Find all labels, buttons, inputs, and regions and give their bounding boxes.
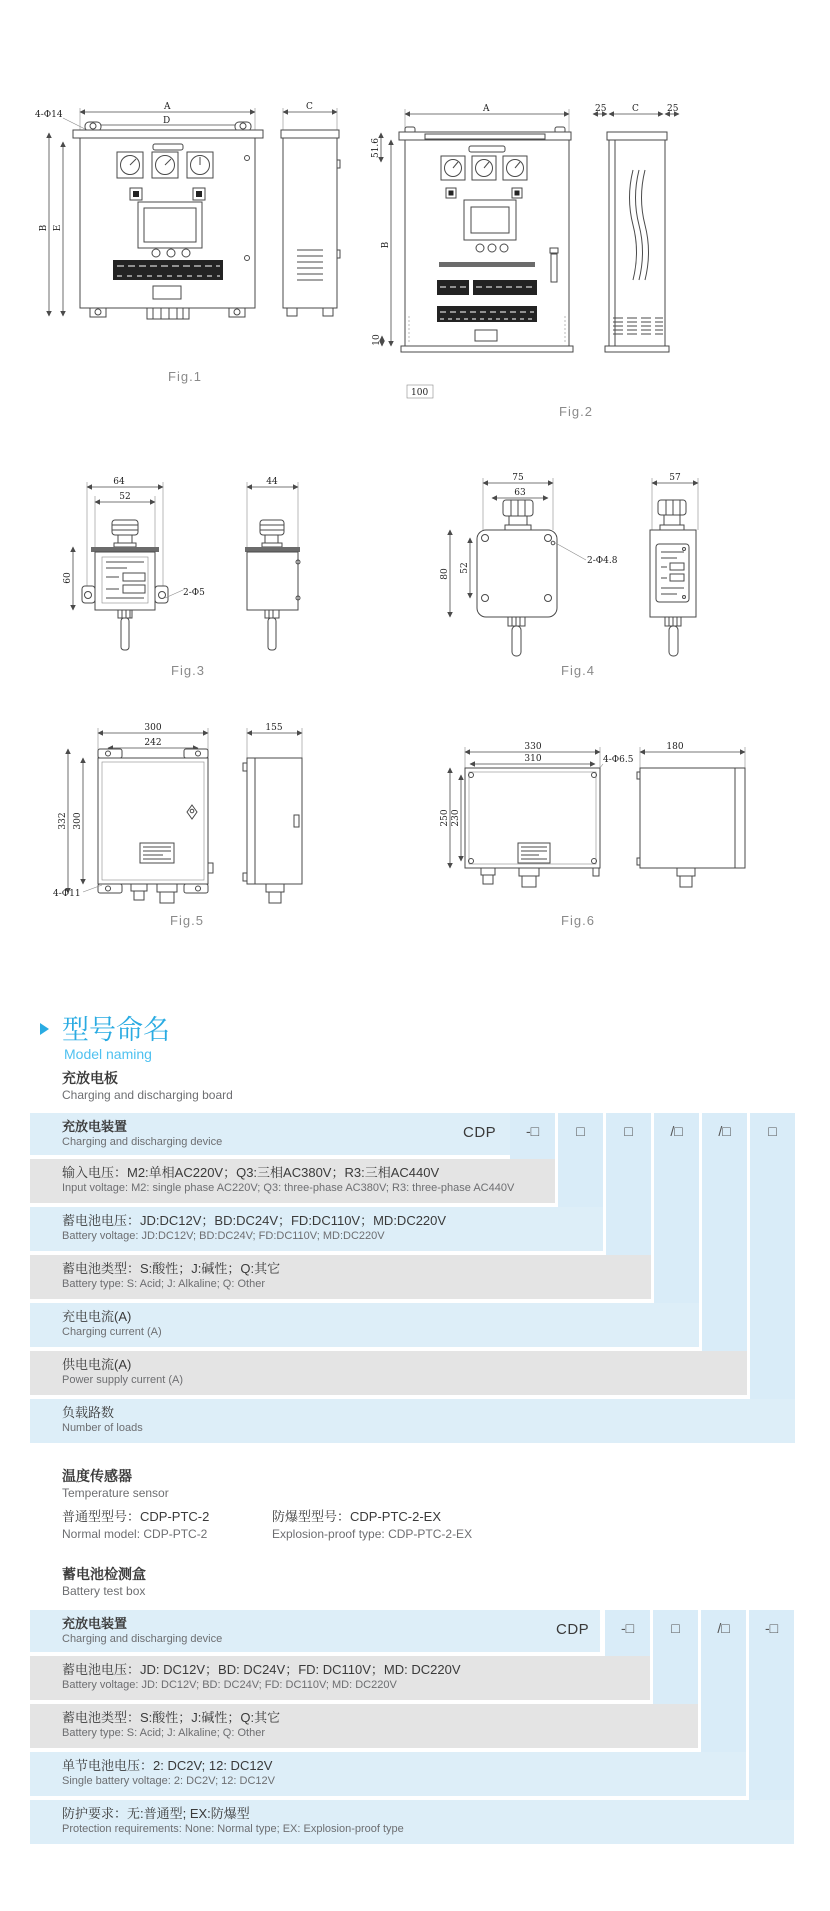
fig1-dim-b: B [39,224,49,232]
fig2-dim-25r: 25 [667,104,679,114]
code-box: -□ [525,1123,540,1139]
fig2-drawing [365,100,685,400]
code-box: /□ [717,1620,730,1636]
header-label-en: Charging and discharging device [62,1633,223,1645]
fig4-side-view [650,473,698,656]
row-label-zh: 充电电流(A) [62,1309,132,1324]
temp-sensor-explosion-zh: 防爆型型号：CDP-PTC-2-EX [272,1509,442,1524]
table-row [30,1399,795,1443]
model-naming-table-1 [30,1113,795,1443]
model-code-prefix: CDP [463,1124,497,1141]
row-label-zh: 供电电流(A) [62,1357,132,1372]
row-label-en: Power supply current (A) [62,1374,184,1386]
code-box: -□ [764,1620,779,1636]
fig1-side-view [281,102,340,316]
code-column-strip [749,1610,794,1800]
row-label-zh: 蓄电池类型：S:酸性；J:碱性；Q:其它 [62,1710,281,1725]
fig4-dim-63: 63 [514,488,526,498]
row-label-zh: 负载路数 [62,1405,115,1420]
board-title-zh: 充放电板 [62,1070,118,1086]
board-title-en: Charging and discharging board [62,1088,233,1102]
fig4-front-view [440,473,618,656]
code-box: /□ [670,1123,683,1139]
row-label-zh: 蓄电池电压：JD: DC12V；BD: DC24V；FD: DC110V；MD: DC220V [62,1662,461,1677]
row-label-zh: 防护要求：无:普通型; EX:防爆型 [62,1806,250,1821]
header-label-zh: 充放电装置 [62,1616,128,1631]
code-box: -□ [620,1620,635,1636]
code-column-strip [750,1113,795,1399]
fig1-dim-a: A [164,102,171,112]
fig3-dim-holes: 2-Φ5 [183,588,205,598]
row-label-en: Number of loads [62,1422,143,1434]
temp-sensor-explosion-en: Explosion-proof type: CDP-PTC-2-EX [272,1527,473,1541]
table-row [30,1752,746,1796]
fig6-dim-330: 330 [524,742,542,752]
row-label-en: Input voltage: M2: single phase AC220V; Q3: three-phase AC380V; R3: three-phase AC440V [62,1182,515,1194]
model-code-prefix: CDP [556,1621,590,1638]
fig4-dim-57: 57 [669,473,681,483]
fig4-caption: Fig.4 [561,663,595,678]
fig4-dim-52: 52 [460,562,470,574]
fig2-dim-25l: 25 [595,104,607,114]
fig6-dim-250: 250 [440,809,450,827]
fig3-caption: Fig.3 [171,663,205,678]
table-row [30,1207,603,1251]
temp-sensor-normal-en: Normal model: CDP-PTC-2 [62,1527,208,1541]
fig3-drawing [55,440,315,655]
header-label-zh: 充放电装置 [62,1119,128,1134]
code-column-strip [702,1113,747,1351]
row-label-zh: 蓄电池电压：JD:DC12V；BD:DC24V；FD:DC110V；MD:DC220V [62,1213,447,1228]
section-marker-triangle [40,1023,49,1035]
fig1-dim-c: C [306,102,313,112]
section-title-en: Model naming [64,1046,152,1062]
fig4-dim-holes: 2-Φ4.8 [587,556,618,566]
fig4-dim-75: 75 [512,473,524,483]
row-label-en: Charging current (A) [62,1326,162,1338]
fig6-dim-holes: 4-Φ6.5 [603,755,634,765]
fig6-front-view [440,742,634,887]
fig2-dim-100: 100 [411,388,429,398]
fig1-front-view [35,102,263,319]
row-label-en: Protection requirements: None: Normal type; EX: Explosion-proof type [62,1823,404,1835]
fig1-drawing [35,100,345,368]
fig5-dim-155: 155 [265,723,283,733]
fig5-front-view [53,723,213,903]
table-row [30,1303,699,1347]
row-label-en: Battery voltage: JD: DC12V; BD: DC24V; FD: DC110V; MD: DC220V [62,1679,397,1691]
fig5-side-view [243,723,302,903]
row-label-en: Battery type: S: Acid; J: Alkaline; Q: Other [62,1278,265,1290]
fig5-dim-holes: 4-Φ11 [53,889,81,899]
temp-sensor-title-zh: 温度传感器 [62,1468,132,1484]
header-label-en: Charging and discharging device [62,1136,223,1148]
temp-sensor-title-en: Temperature sensor [62,1486,169,1500]
fig4-dim-80: 80 [440,568,450,580]
row-label-en: Battery voltage: JD:DC12V; BD:DC24V; FD:DC110V; MD:DC220V [62,1230,385,1242]
battery-box-title-en: Battery test box [62,1584,146,1598]
code-box: □ [624,1123,633,1139]
fig2-dim-b: B [381,241,391,249]
table-row [30,1159,555,1203]
fig6-dim-310: 310 [524,754,542,764]
table-row [30,1800,794,1844]
fig4-drawing [390,470,720,670]
model-naming-table-2 [30,1610,795,1844]
fig3-dim-52: 52 [119,492,131,502]
fig5-dim-242: 242 [144,738,162,748]
table-header-row [30,1113,510,1155]
row-label-en: Battery type: S: Acid; J: Alkaline; Q: Other [62,1727,265,1739]
code-box: □ [671,1620,680,1636]
table-header-row [30,1610,600,1652]
fig6-drawing [425,730,755,905]
fig5-drawing [45,715,315,912]
fig2-front-view [371,104,573,398]
fig2-dim-516: 51.6 [371,137,381,159]
row-label-en: Single battery voltage: 2: DC2V; 12: DC12V [62,1775,275,1787]
table-row [30,1255,651,1299]
fig5-dim-300: 300 [144,723,162,733]
fig3-side-view [245,477,300,650]
fig3-dim-64: 64 [113,477,125,487]
fig6-dim-180: 180 [666,742,684,752]
fig1-dim-e: E [53,224,63,232]
section-title-zh: 型号命名 [62,1015,170,1045]
code-box: □ [576,1123,585,1139]
fig1-caption: Fig.1 [168,369,202,384]
fig2-dim-a: A [483,104,490,114]
fig5-caption: Fig.5 [170,913,204,928]
fig6-dim-230: 230 [451,809,461,827]
row-label-zh: 蓄电池类型：S:酸性；J:碱性；Q:其它 [62,1261,281,1276]
row-label-zh: 输入电压：M2:单相AC220V；Q3:三相AC380V；R3:三相AC440V [62,1165,440,1180]
fig2-caption: Fig.2 [559,404,593,419]
table-row [30,1351,747,1395]
table-row [30,1704,698,1748]
fig1-dim-d: D [163,116,171,126]
fig2-side-view [593,104,679,352]
fig5-dim-300v: 300 [73,812,83,830]
code-box: /□ [718,1123,731,1139]
temp-sensor-normal-zh: 普通型型号：CDP-PTC-2 [62,1509,210,1524]
battery-box-title-zh: 蓄电池检测盒 [62,1566,146,1582]
fig1-dim-holes: 4-Φ14 [35,110,63,120]
fig2-dim-10: 10 [372,334,382,346]
fig6-caption: Fig.6 [561,913,595,928]
fig6-side-view [637,742,745,887]
row-label-zh: 单节电池电压：2: DC2V; 12: DC12V [62,1758,273,1773]
fig3-dim-44: 44 [266,477,278,487]
fig2-dim-c: C [632,104,639,114]
table-row [30,1656,650,1700]
fig3-dim-60: 60 [63,572,73,584]
code-box: □ [768,1123,777,1139]
code-column-strip [654,1113,699,1303]
fig3-front-view [63,477,205,650]
fig5-dim-332: 332 [58,812,68,830]
